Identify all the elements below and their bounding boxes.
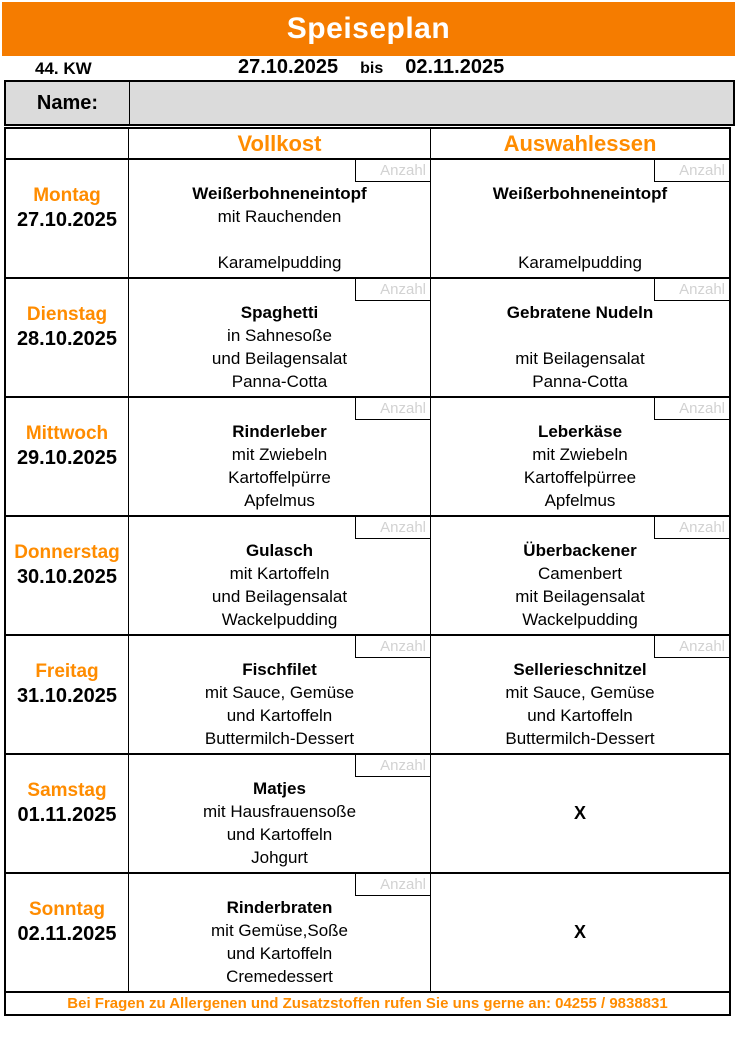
meal-detail: mit Beilagensalat <box>515 349 645 368</box>
meal-name: Weißerbohneneintopf <box>492 184 668 203</box>
name-label: Name: <box>6 82 130 124</box>
date-range <box>238 56 504 79</box>
anzahl-input-box[interactable]: Anzahl <box>654 517 729 539</box>
table-row <box>6 636 729 755</box>
anzahl-input-box[interactable]: Anzahl <box>355 755 430 777</box>
vollkost-cell <box>129 517 431 634</box>
meal-detail: mit Sauce, Gemüse <box>505 683 655 702</box>
auswahlessen-cell <box>431 160 729 277</box>
auswahlessen-cell <box>431 279 729 396</box>
anzahl-input-box[interactable]: Anzahl <box>355 398 430 420</box>
column-header-vollkost: Vollkost <box>129 129 431 158</box>
table-row <box>6 874 729 993</box>
day-column-header-empty <box>6 129 129 158</box>
day-name: Mittwoch <box>25 423 109 444</box>
auswahlessen-cell <box>431 874 729 991</box>
meal-detail: Cremedessert <box>226 967 333 986</box>
meal-name: Rinderbraten <box>226 898 333 917</box>
meal-detail: Kartoffelpürre <box>228 468 331 487</box>
day-cell <box>6 636 129 753</box>
name-row <box>4 80 735 126</box>
meal-name: Leberkäse <box>537 422 623 441</box>
day-date: 02.11.2025 <box>17 923 117 945</box>
auswahlessen-cell <box>431 517 729 634</box>
meal-detail: Wackelpudding <box>221 610 338 629</box>
meal-detail: in Sahnesoße <box>227 326 332 345</box>
day-cell <box>6 279 129 396</box>
meal-detail: Camenbert <box>537 564 623 583</box>
vollkost-cell <box>129 636 431 753</box>
meal-detail: mit Beilagensalat <box>515 587 645 606</box>
meal-detail: mit Sauce, Gemüse <box>204 683 355 702</box>
meal-detail <box>431 324 729 347</box>
meal-detail: und Kartoffeln <box>226 944 333 963</box>
day-cell <box>6 160 129 277</box>
date-separator: bis <box>360 60 384 77</box>
meal-detail: und Kartoffeln <box>527 706 633 725</box>
column-header-row <box>6 129 729 160</box>
allergen-footer-note: Bei Fragen zu Allergenen und Zusatzstoffen rufen Sie uns gerne an: 04255 / 9838831 <box>67 995 668 1012</box>
meal-name: Sellerieschnitzel <box>513 660 647 679</box>
day-name: Dienstag <box>26 304 108 325</box>
day-date: 01.11.2025 <box>17 804 117 826</box>
anzahl-input-box[interactable]: Anzahl <box>355 874 430 896</box>
meal-detail: mit Rauchenden <box>217 207 342 226</box>
day-name: Sonntag <box>29 899 105 920</box>
meal-detail <box>129 228 430 251</box>
meal-detail: Johgurt <box>251 848 308 867</box>
anzahl-input-box[interactable]: Anzahl <box>355 636 430 658</box>
meal-detail: und Beilagensalat <box>211 349 348 368</box>
name-input-field[interactable] <box>130 82 733 124</box>
date-from: 27.10.2025 <box>238 56 339 78</box>
auswahlessen-cell <box>431 398 729 515</box>
week-row <box>0 58 737 80</box>
meal-name: Matjes <box>253 779 306 798</box>
week-number: 44. KW <box>35 59 92 78</box>
menu-table <box>4 127 731 1016</box>
meal-name: Rinderleber <box>232 422 327 441</box>
day-name: Samstag <box>27 780 107 801</box>
meal-name: Gebratene Nudeln <box>506 303 654 322</box>
meal-detail: und Kartoffeln <box>226 825 333 844</box>
meal-name: Überbackener <box>523 541 637 560</box>
page-title: Speiseplan <box>286 12 451 45</box>
day-name: Freitag <box>35 661 99 682</box>
meal-name: Gulasch <box>245 541 314 560</box>
table-row <box>6 279 729 398</box>
anzahl-input-box[interactable]: Anzahl <box>355 279 430 301</box>
anzahl-input-box[interactable]: Anzahl <box>355 517 430 539</box>
vollkost-cell <box>129 874 431 991</box>
table-row <box>6 160 729 279</box>
day-cell <box>6 517 129 634</box>
meal-detail: und Kartoffeln <box>226 706 333 725</box>
day-name: Montag <box>33 185 101 206</box>
day-date: 27.10.2025 <box>16 209 118 231</box>
meal-detail: Apfelmus <box>544 491 616 510</box>
meal-detail: mit Kartoffeln <box>229 564 330 583</box>
anzahl-input-box[interactable]: Anzahl <box>654 398 729 420</box>
meal-detail: mit Gemüse,Soße <box>211 921 348 940</box>
column-header-auswahlessen: Auswahlessen <box>503 130 657 156</box>
day-cell <box>6 874 129 991</box>
vollkost-cell <box>129 279 431 396</box>
meal-detail: mit Zwiebeln <box>231 445 328 464</box>
anzahl-input-box[interactable]: Anzahl <box>654 160 729 182</box>
table-row <box>6 755 729 874</box>
meal-detail: Panna-Cotta <box>532 372 628 391</box>
day-rows <box>6 160 729 993</box>
meal-detail: Kartoffelpürree <box>523 468 637 487</box>
day-date: 28.10.2025 <box>16 328 118 350</box>
auswahlessen-cell <box>431 755 729 872</box>
vollkost-cell <box>129 755 431 872</box>
auswahlessen-cell <box>431 636 729 753</box>
day-date: 30.10.2025 <box>16 566 118 588</box>
meal-detail: mit Zwiebeln <box>532 445 628 464</box>
day-date: 31.10.2025 <box>16 685 118 707</box>
vollkost-cell <box>129 160 431 277</box>
table-row <box>6 398 729 517</box>
meal-name: Fischfilet <box>242 660 317 679</box>
day-cell <box>6 398 129 515</box>
meal-name: Spaghetti <box>240 303 319 322</box>
day-name: Donnerstag <box>14 542 120 563</box>
meal-detail: Buttermilch-Dessert <box>204 729 355 748</box>
day-cell <box>6 755 129 872</box>
no-meal-marker: X <box>573 803 586 823</box>
no-meal-marker: X <box>573 922 586 942</box>
title-banner <box>2 2 735 56</box>
meal-detail <box>431 205 729 228</box>
date-to: 02.11.2025 <box>405 56 505 78</box>
anzahl-input-box[interactable]: Anzahl <box>654 279 729 301</box>
vollkost-cell <box>129 398 431 515</box>
meal-detail: mit Hausfrauensoße <box>202 802 357 821</box>
meal-detail: und Beilagensalat <box>211 587 348 606</box>
day-date: 29.10.2025 <box>16 447 118 469</box>
anzahl-input-box[interactable]: Anzahl <box>654 636 729 658</box>
anzahl-input-box[interactable]: Anzahl <box>355 160 430 182</box>
meal-name: Weißerbohneneintopf <box>192 184 367 203</box>
meal-detail: Buttermilch-Dessert <box>505 729 655 748</box>
meal-detail: Apfelmus <box>244 491 315 510</box>
meal-detail: Panna-Cotta <box>231 372 328 391</box>
meal-detail: Karamelpudding <box>518 253 642 272</box>
meal-detail <box>431 228 729 251</box>
meal-detail: Karamelpudding <box>217 253 342 272</box>
table-row <box>6 517 729 636</box>
meal-detail: Wackelpudding <box>522 610 638 629</box>
